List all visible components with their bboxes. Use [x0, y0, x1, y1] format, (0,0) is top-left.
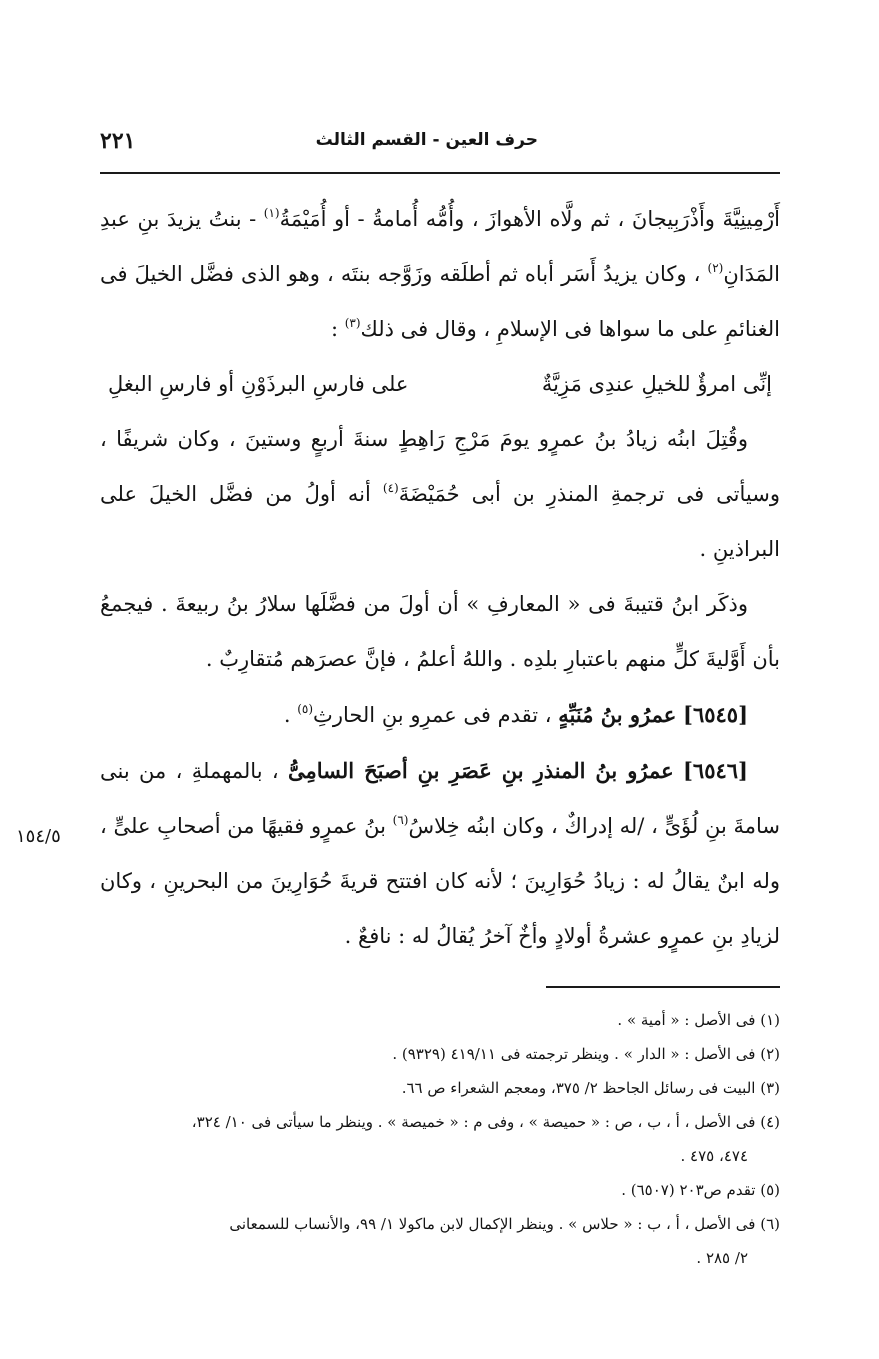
- entry-6546: [100, 743, 780, 964]
- paragraph-3: وذكَر ابنُ قتيبةَ فى « المعارفِ » أن أولَ من فضَّلَها سلارُ بنُ ربيعةَ . فيجمعُ بأن أَوَّليةَ كلٍّ منهم باعتبارِ بلدِه . واللهُ أعلمُ ، فإنَّ عصرَهم مُتقارِبٌ .: [100, 592, 780, 671]
- footnote-4: (٤) فى الأصل ، أ ، ب ، ص : « حميصة » ، وفى م : « خميصة » . وينظر ما سيأتى فى ١٠/ ٣٢٤،: [191, 1113, 780, 1131]
- p1-text-a: أَرْمِينِيَّةَ وأَذْرَبِيجانَ ، ثم ولَّاه الأهوازَ ، وأُمُّه أُمامةُ - أو أُمَيْمَةُ: [279, 207, 780, 231]
- paragraph-1: [100, 192, 780, 357]
- entry-number: [٦٥٤٥]: [683, 702, 748, 727]
- entry-6545-text: ، تقدم فى عمرِو بنِ الحارثِ: [313, 703, 552, 727]
- p2-text-a: وقُتِلَ ابنُه زيادُ بنُ عمرٍو يومَ مَرْجِ رَاهِطٍ سنةَ أربعٍ وستينَ ، وكان شريفًا ، وسيأتى فى ترجمةِ المنذرِ بن أبى حُمَيْضَةَ: [100, 427, 780, 506]
- entry-6545: [100, 687, 780, 743]
- entry-name: عمرُو بنُ المنذرِ بنِ عَصَرِ بنِ أصبَحَ السامِىُّ: [288, 758, 674, 783]
- entry-6546-text-a: ، بالمهملةِ ، من بنى سامةَ بنِ لُؤَىٍّ ، /له إدراكٌ ، وكان ابنُه خِلاسُ: [100, 759, 781, 838]
- entry-6545-end: .: [283, 703, 298, 727]
- p1-text-d: :: [330, 317, 345, 341]
- footnote-ref-2: (٢): [707, 261, 724, 275]
- footnote-3: (٣) البيت فى رسائل الجاحظ ٢/ ٣٧٥، ومعجم الشعراء ص ٦٦.: [401, 1079, 780, 1097]
- footnote-6: (٦) فى الأصل ، أ ، ب : « حلاس » . وينظر الإكمال لابن ماكولا ١/ ٩٩، والأنساب للسمعانى: [229, 1215, 780, 1233]
- p2-text-b: أنه أولُ من فضَّل الخيلَ على البراذينِ .: [100, 482, 780, 561]
- footnote-2: (٢) فى الأصل : « الدار » . وينظر ترجمته فى ٤١٩/١١ (٩٣٢٩) .: [392, 1045, 780, 1063]
- verse-second-hemistich: على فارسِ البرذَوْنِ أو فارسِ البغلِ: [108, 372, 409, 396]
- footnote-6-continued: ٢/ ٢٨٥ .: [696, 1249, 748, 1267]
- footnotes: [100, 1003, 780, 1275]
- footnote-ref-5: (٥): [297, 702, 314, 716]
- footnote-ref-1: (١): [263, 206, 280, 220]
- paragraph-2: [100, 412, 780, 577]
- footnote-rule: [546, 986, 780, 988]
- verse-first-hemistich: إنِّى امرؤٌ للخيلِ عندِى مَزِيَّةٌ: [541, 372, 772, 396]
- footnote-1: (١) فى الأصل : « أمية » .: [617, 1011, 780, 1029]
- footnote-ref-3: (٣): [344, 316, 361, 330]
- margin-page-reference: ١٥٤/٥: [16, 826, 61, 847]
- page-number: ٢٢١: [100, 128, 136, 154]
- p1-text-b: - بنتُ يزيدَ بنِ عبدِ المَدَانِ: [100, 207, 780, 286]
- footnote-ref-4: (٤): [382, 481, 399, 495]
- entry-name: عمرُو بنُ مُنَبِّهٍ: [558, 702, 677, 727]
- p1-text-c: ، وكان يزيدُ أَسَر أباه ثم أطلَقه وزَوَّجه بنتَه ، وهو الذى فضَّل الخيلَ فى الغنائمِ على ما سواها فى الإسلامِ ، وقال فى ذلك: [100, 262, 780, 341]
- running-header: [100, 128, 780, 164]
- entry-6546-text-b: بنُ عمرٍو فقيهًا من أصحابِ علىٍّ ، وله ابنٌ يقالُ له : زيادُ حُوَارِينَ ؛ لأنه كان افتتح قريةَ حُوَارِينَ من البحرينِ ، وكان لزيادِ بنِ عمرٍو عشرةُ أولادٍ وأخٌ آخرُ يُقالُ له : نافعٌ .: [100, 814, 780, 948]
- footnote-4-continued: ٤٧٤، ٤٧٥ .: [680, 1147, 748, 1165]
- footnote-ref-6: (٦): [392, 813, 409, 827]
- body-text: [100, 192, 780, 964]
- poem-verse: [100, 357, 780, 412]
- header-rule: [100, 172, 780, 174]
- entry-number: [٦٥٤٦]: [682, 758, 748, 783]
- footnote-5: (٥) تقدم ص٢٠٣ (٦٥٠٧) .: [621, 1181, 780, 1199]
- header-title: حرف العين - القسم الثالث: [315, 130, 538, 150]
